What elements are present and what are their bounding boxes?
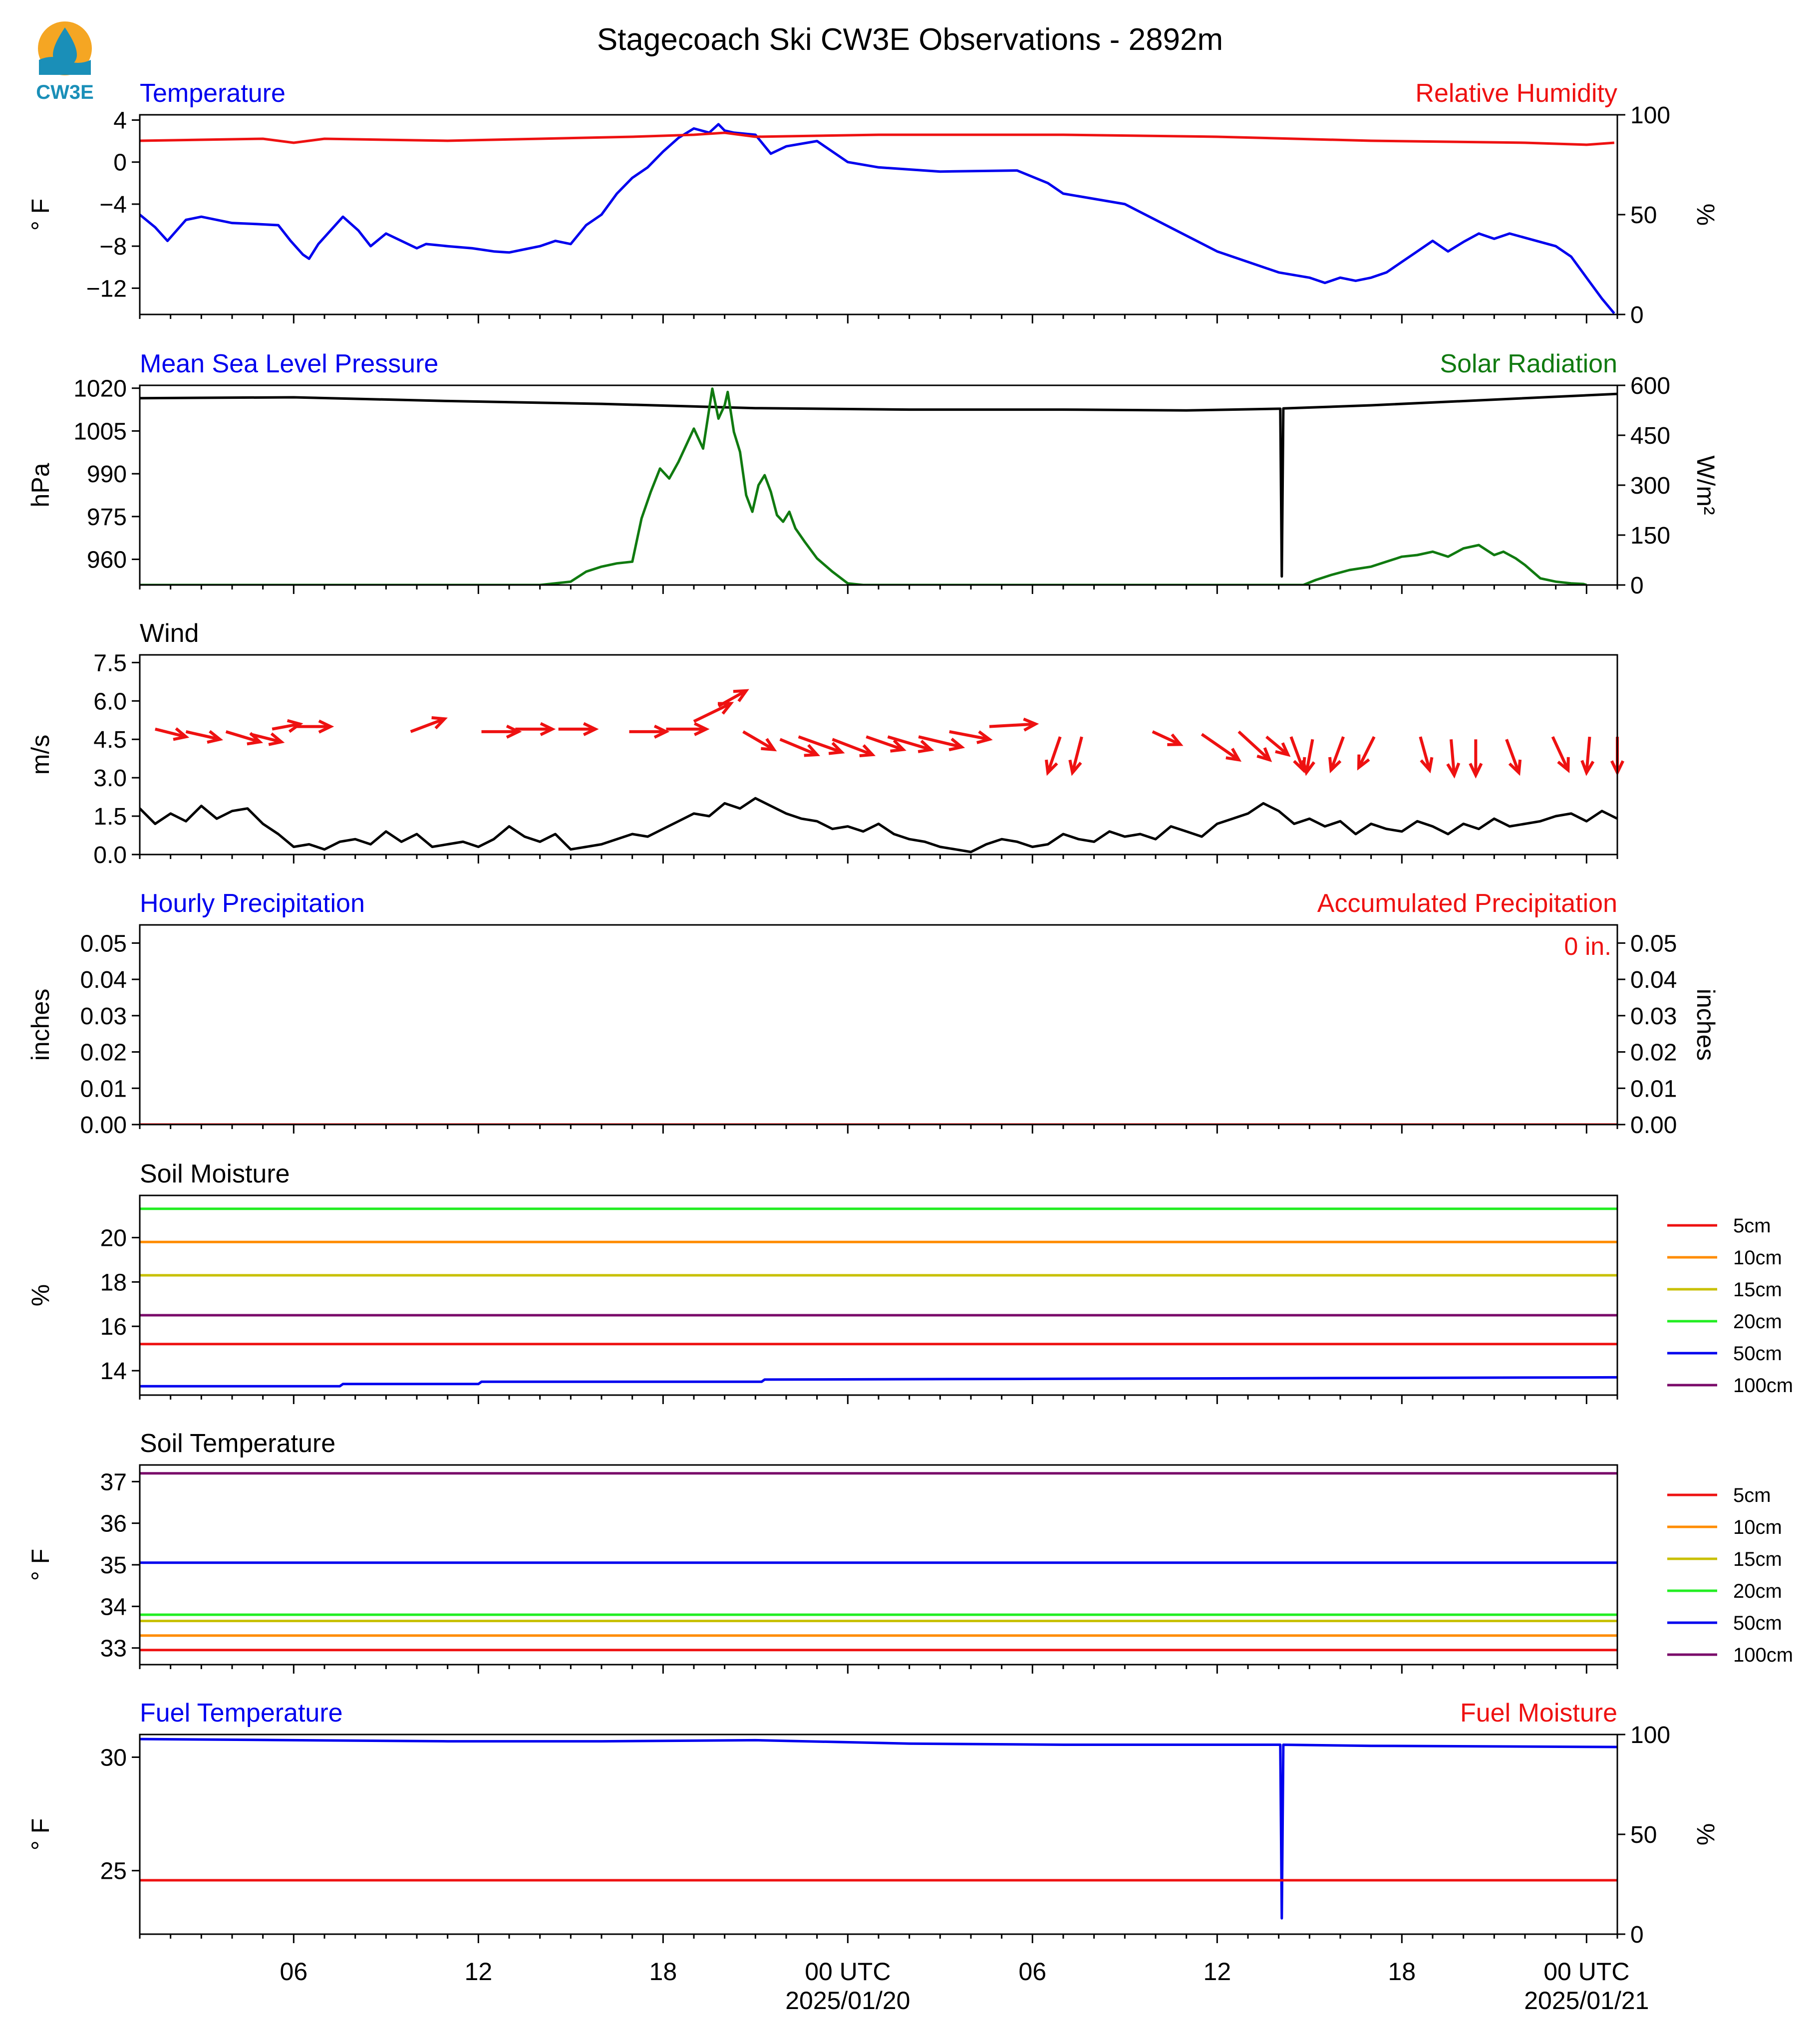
wind-arrow (1507, 739, 1520, 773)
ylabel-right: % (1692, 1823, 1720, 1846)
plot-frame (140, 115, 1617, 314)
panel-title-left: Wind (140, 619, 199, 648)
ytick-label-left: 18 (100, 1269, 127, 1296)
ytick-label-right: 0.02 (1630, 1039, 1677, 1066)
wind-arrow (694, 703, 731, 721)
ytick-label-right: 0.03 (1630, 1003, 1677, 1030)
wind-arrow (1582, 737, 1593, 773)
ytick-label-left: 0.0 (93, 842, 127, 869)
ytick-label-left: 30 (100, 1744, 127, 1771)
ytick-label-right: 0.00 (1630, 1112, 1677, 1139)
wind-arrow (411, 718, 445, 732)
ytick-label-left: 0.00 (80, 1112, 127, 1139)
ylabel-left: ° F (26, 198, 54, 231)
panel-title-left: Mean Sea Level Pressure (140, 349, 439, 378)
ylabel-left: ° F (26, 1818, 54, 1851)
ytick-label-left: 7.5 (93, 650, 127, 677)
ytick-label-right: 450 (1630, 423, 1671, 449)
legend-label: 5cm (1733, 1215, 1771, 1237)
ytick-label-right: 0.01 (1630, 1076, 1677, 1103)
legend (1667, 1484, 1793, 1666)
wind-arrow (629, 726, 666, 738)
series-temperature (140, 124, 1614, 313)
wind-arrow (1470, 739, 1482, 775)
logo-text: CW3E (36, 81, 94, 103)
series-group (140, 389, 1617, 585)
series-mean-sea-level-pressure (140, 394, 1617, 577)
ytick-label-left: 975 (86, 504, 127, 531)
xtick-label: 18 (649, 1958, 677, 1986)
wind-arrow (1202, 734, 1239, 760)
panel-wind (26, 619, 1623, 869)
ytick-label-right: 50 (1630, 202, 1657, 229)
wind-arrow (1239, 732, 1270, 760)
wind-arrow (743, 732, 774, 750)
ytick-label-left: 0.01 (80, 1076, 127, 1103)
wind-arrows (155, 691, 1623, 775)
ytick-label-right: 600 (1630, 373, 1671, 399)
panel-soil_moisture (26, 1159, 1793, 1404)
series-group (140, 1209, 1617, 1387)
legend-label: 5cm (1733, 1484, 1771, 1506)
ytick-label-right: 150 (1630, 523, 1671, 549)
ylabel-right: inches (1692, 988, 1720, 1061)
wind-arrow (1303, 739, 1314, 773)
series-group (140, 798, 1617, 852)
ytick-label-right: 300 (1630, 473, 1671, 499)
panel-title-left: Soil Moisture (140, 1159, 290, 1188)
series-wind-speed (140, 798, 1617, 852)
series-50cm (140, 1377, 1617, 1386)
ytick-label-left: 35 (100, 1552, 127, 1579)
panel-title-right: Relative Humidity (1415, 79, 1617, 108)
ylabel-right: W/m² (1692, 455, 1720, 515)
legend-label: 10cm (1733, 1247, 1782, 1269)
panels (26, 79, 1793, 1948)
wind-arrow (272, 721, 300, 732)
ytick-label-left: 37 (100, 1469, 127, 1496)
series-group (140, 1739, 1617, 1918)
ytick-label-left: 4 (113, 107, 127, 134)
ytick-label-left: 1005 (73, 418, 127, 445)
ytick-label-left: 1020 (73, 375, 127, 402)
xtick-label: 18 (1388, 1958, 1416, 1986)
panel-title-left: Hourly Precipitation (140, 889, 365, 918)
x-axis-labels (280, 1958, 1649, 2015)
wind-arrow (559, 723, 596, 735)
panel-title-right: Accumulated Precipitation (1317, 889, 1617, 918)
panel-temperature (26, 79, 1720, 328)
ylabel-left: hPa (26, 463, 54, 508)
ytick-label-left: 1.5 (93, 804, 127, 831)
wind-arrow (1153, 732, 1181, 745)
panel-title-left: Fuel Temperature (140, 1699, 343, 1728)
ytick-label-right: 0 (1630, 1922, 1644, 1948)
panel-pressure (26, 349, 1720, 599)
wind-arrow (1359, 737, 1374, 768)
wind-arrow (1266, 737, 1288, 755)
cw3e-logo (36, 21, 94, 103)
panel-title-right: Solar Radiation (1440, 349, 1617, 378)
ytick-label-right: 0 (1630, 302, 1644, 328)
legend-label: 20cm (1733, 1580, 1782, 1602)
wind-arrow (1330, 737, 1343, 770)
wind-arrow (1448, 739, 1459, 775)
ytick-label-left: 0.03 (80, 1003, 127, 1030)
accumulated-total: 0 in. (1564, 932, 1611, 960)
panel-title-left: Temperature (140, 79, 286, 108)
ytick-label-left: 33 (100, 1635, 127, 1662)
plot-frame (140, 1735, 1617, 1934)
ylabel-left: % (26, 1284, 54, 1307)
ytick-label-left: 25 (100, 1858, 127, 1885)
ytick-label-right: 0 (1630, 573, 1644, 599)
figure-title: Stagecoach Ski CW3E Observations - 2892m (597, 22, 1223, 57)
wind-arrow (1070, 737, 1082, 773)
legend (1667, 1215, 1793, 1397)
legend-label: 15cm (1733, 1548, 1782, 1570)
ylabel-left: ° F (26, 1548, 54, 1581)
xtick-label: 06 (1018, 1958, 1047, 1986)
wind-arrow (989, 719, 1036, 730)
xtick-label: 06 (280, 1958, 308, 1986)
ylabel-left: inches (26, 988, 54, 1061)
ytick-label-left: 0.05 (80, 930, 127, 957)
legend-label: 15cm (1733, 1279, 1782, 1301)
wind-arrow (186, 731, 220, 742)
legend-label: 10cm (1733, 1516, 1782, 1538)
series-solar-radiation (140, 389, 1586, 585)
series-fuel-temperature (140, 1739, 1617, 1918)
xtick-label: 00 UTC (805, 1958, 891, 1986)
legend-label: 50cm (1733, 1343, 1782, 1365)
ytick-label-left: 14 (100, 1358, 127, 1385)
ytick-label-right: 100 (1630, 102, 1671, 129)
ytick-label-left: 36 (100, 1510, 127, 1537)
panel-fuel (26, 1699, 1720, 1948)
ytick-label-left: −12 (86, 276, 127, 302)
ytick-label-left: 0.02 (80, 1039, 127, 1066)
wind-arrow (1420, 737, 1432, 770)
ytick-label-left: 0.04 (80, 967, 127, 994)
series-relative-humidity (140, 133, 1614, 145)
ytick-label-right: 0.04 (1630, 967, 1677, 994)
plot-frame (140, 385, 1617, 585)
legend-label: 50cm (1733, 1612, 1782, 1634)
ytick-label-left: 20 (100, 1225, 127, 1252)
ytick-label-right: 100 (1630, 1722, 1671, 1748)
xtick-label: 00 UTC (1543, 1958, 1630, 1986)
ytick-label-left: 0 (113, 149, 127, 176)
wind-arrow (226, 732, 260, 744)
wind-arrow (515, 723, 552, 735)
date-label: 2025/01/20 (785, 1987, 910, 2015)
xtick-label: 12 (1203, 1958, 1231, 1986)
ylabel-right: % (1692, 203, 1720, 226)
ylabel-left: m/s (26, 734, 54, 775)
series-group (140, 124, 1614, 313)
ytick-label-left: 960 (86, 547, 127, 574)
ytick-label-left: 6.0 (93, 688, 127, 715)
ytick-label-right: 50 (1630, 1822, 1657, 1848)
wind-arrow (297, 721, 331, 732)
panel-soil_temperature (26, 1429, 1793, 1674)
wind-arrow-shaft (1239, 732, 1270, 760)
panel-title-left: Soil Temperature (140, 1429, 336, 1458)
legend-label: 20cm (1733, 1311, 1782, 1333)
date-label: 2025/01/21 (1524, 1987, 1649, 2015)
wind-arrow (666, 723, 706, 735)
plot-frame (140, 1195, 1617, 1395)
panel-title-right: Fuel Moisture (1460, 1699, 1617, 1728)
ytick-label-left: 990 (86, 461, 127, 488)
ytick-label-left: 16 (100, 1314, 127, 1341)
ytick-label-left: 3.0 (93, 765, 127, 792)
wind-arrow-shaft (1202, 734, 1239, 760)
ytick-label-left: −8 (99, 234, 127, 261)
series-group (140, 1473, 1617, 1650)
wind-arrow (1553, 737, 1568, 770)
wind-arrow (482, 726, 519, 738)
wind-arrow (155, 728, 186, 739)
wind-arrow (1046, 737, 1060, 773)
panel-precip (26, 889, 1720, 1139)
ytick-label-left: 4.5 (93, 727, 127, 754)
legend-label: 100cm (1733, 1375, 1794, 1397)
legend-label: 100cm (1733, 1644, 1794, 1666)
wind-arrow (1291, 737, 1304, 770)
xtick-label: 12 (464, 1958, 493, 1986)
ytick-label-right: 0.05 (1630, 930, 1677, 957)
plot-frame (140, 925, 1617, 1125)
ytick-label-left: −4 (99, 191, 127, 218)
ytick-label-left: 34 (100, 1594, 127, 1621)
